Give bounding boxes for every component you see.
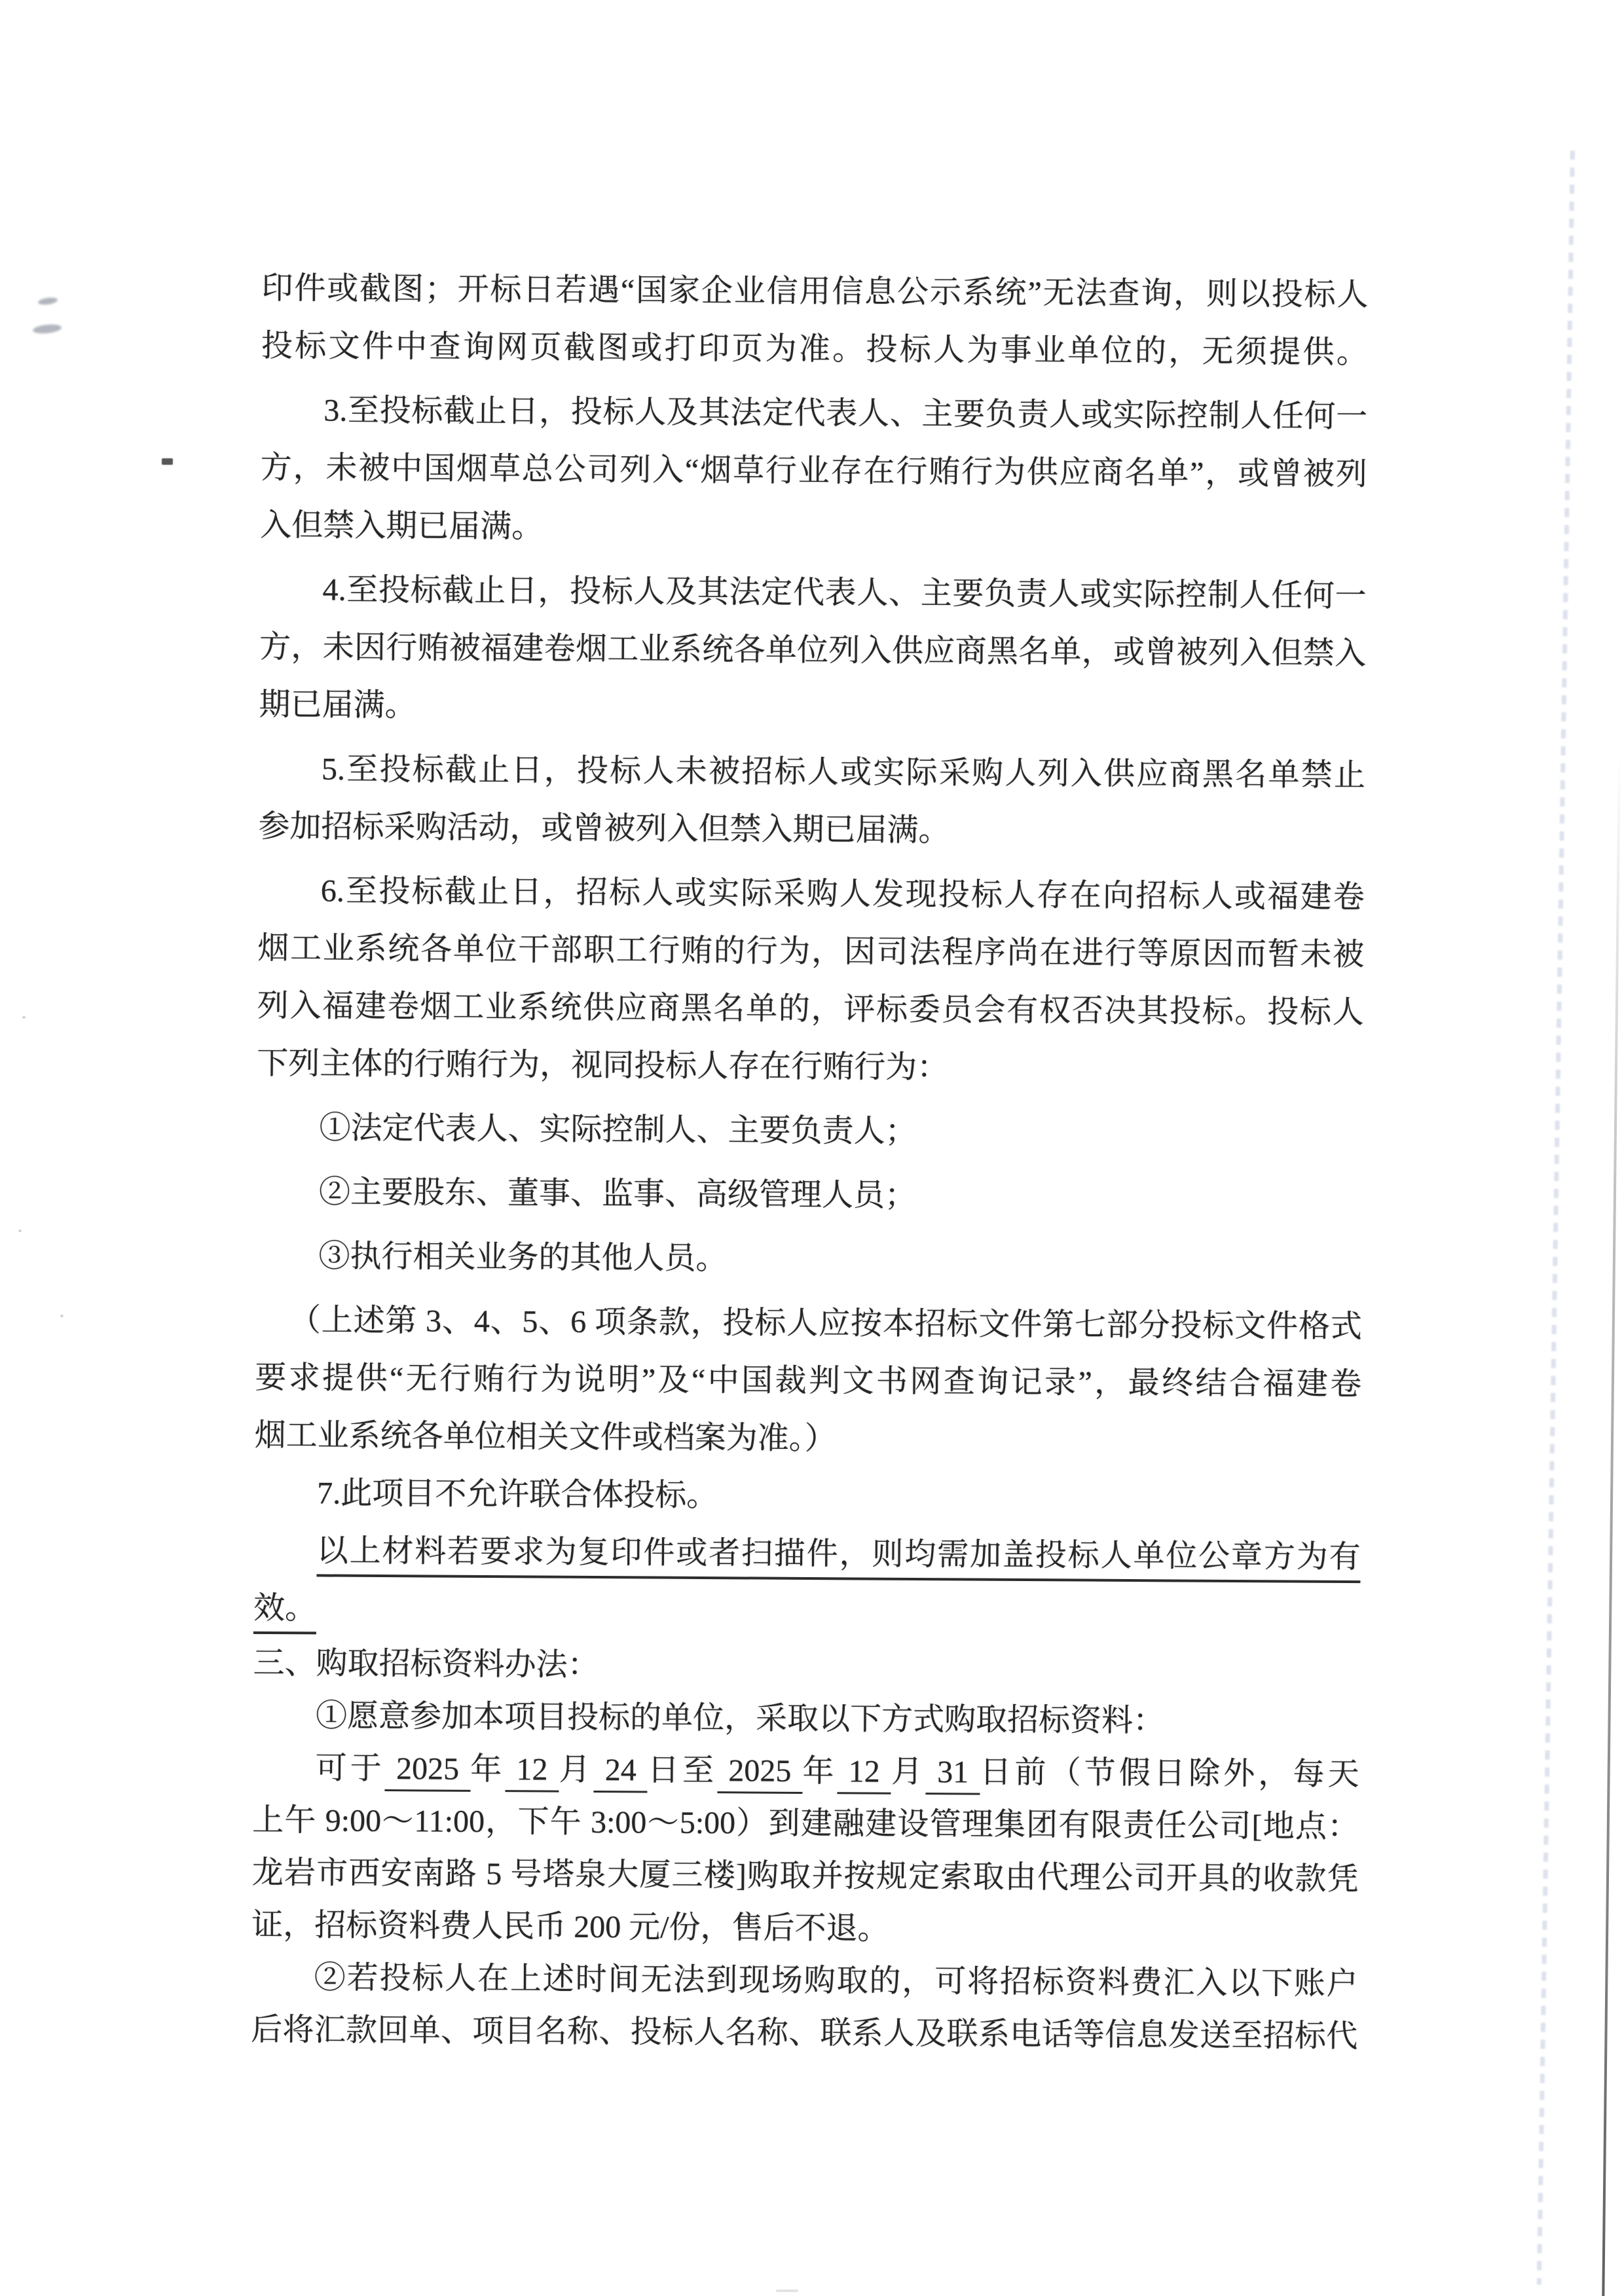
start-year-blank: 2025	[385, 1751, 471, 1792]
scan-speck	[60, 1315, 64, 1317]
note-line: （上述第 3、4、5、6 项条款，投标人应按本招标文件第七部分投标文件格式	[289, 1303, 1362, 1345]
list-item-2: ②主要股东、董事、监事、高级管理人员；	[318, 1175, 917, 1213]
date-text: 月	[891, 1754, 927, 1790]
purchase-item-2: ②若投标人在上述时间无法到现场购取的，可将招标资料费汇入以下账户	[314, 1960, 1358, 2002]
page-edge-shadow	[1602, 753, 1621, 2296]
end-month-blank: 12	[837, 1754, 891, 1795]
text-line: 投标文件中查询网页截图或打印页为准。投标人为事业单位的，无须提供。	[261, 328, 1369, 371]
text-line: 期已届满。	[259, 687, 416, 723]
underlined-clause-line: 以上材料若要求为复印件或者扫描件，则均需加盖投标人单位公章方为有	[253, 1522, 1361, 1586]
purchase-item-1: ①愿意参加本项目投标的单位，采取以下方式购取招标资料：	[315, 1698, 1165, 1739]
start-month-blank: 12	[505, 1752, 559, 1793]
list-item-3: ③执行相关业务的其他人员。	[318, 1239, 728, 1277]
start-day-blank: 24	[594, 1753, 648, 1793]
scan-smudge	[37, 297, 58, 306]
text-line: 列入福建卷烟工业系统供应商黑名单的，评标委员会有权否决其投标。投标人	[257, 988, 1364, 1030]
scan-speck	[18, 1230, 22, 1232]
ink-mark	[162, 458, 173, 465]
note-line: 要求提供“无行贿行为说明”及“中国裁判文书网查询记录”，最终结合福建卷	[255, 1360, 1362, 1402]
end-day-blank: 31	[926, 1755, 980, 1795]
clause-4-line: 4.至投标截止日，投标人及其法定代表人、主要负责人或实际控制人任何一	[322, 572, 1367, 614]
scan-speck	[22, 1016, 26, 1019]
note-line: 烟工业系统各单位相关文件或档案为准。）	[254, 1417, 836, 1457]
underlined-clause-line: 效。	[253, 1580, 1361, 1644]
text-line: 方，未因行贿被福建卷烟工业系统各单位列入供应商黑名单，或曾被列入但禁入	[259, 629, 1367, 672]
text-line: 下列主体的行贿行为，视同投标人存在行贿行为：	[257, 1046, 949, 1085]
text-line: 烟工业系统各单位干部职工行贿的行为，因司法程序尚在进行等原因而暂未被	[257, 930, 1365, 973]
section-heading: 三、购取招标资料办法：	[253, 1645, 599, 1683]
date-text: 可于	[315, 1751, 386, 1787]
text-line: 后将汇款回单、项目名称、投标人名称、联系人及联系电话等信息发送至招标代	[251, 2012, 1358, 2054]
date-text: 月	[559, 1752, 594, 1787]
showthrough-text-artifact	[1537, 151, 1575, 2285]
clause-5-line: 5.至投标截止日，投标人未被招标人或实际采购人列入供应商黑名单禁止	[321, 752, 1366, 793]
clause-7-line: 7.此项目不允许联合体投标。	[317, 1476, 718, 1514]
text-line: 入但禁入期已届满。	[260, 507, 544, 545]
scan-smudge	[32, 323, 62, 335]
clause-3-line: 3.至投标截止日，投标人及其法定代表人、主要负责人或实际控制人任何一	[323, 393, 1368, 435]
scan-speck	[776, 2289, 798, 2292]
clause-6-line: 6.至投标截止日，招标人或实际采购人发现投标人存在向招标人或福建卷	[320, 873, 1365, 915]
text-line: 证，招标资料费人民币 200 元/份，售后不退。	[251, 1907, 889, 1946]
text-line: 印件或截图；开标日若遇“国家企业信用信息公示系统”无法查询，则以投标人	[261, 270, 1369, 313]
text-line: 参加招标采购活动，或曾被列入但禁入期已届满。	[258, 809, 950, 848]
date-text: 年	[802, 1753, 838, 1789]
end-year-blank: 2025	[717, 1753, 803, 1794]
purchase-date-line	[252, 1742, 1359, 1801]
date-text: 日至	[647, 1753, 718, 1789]
text-line: 龙岩市西安南路 5 号塔泉大厦三楼]购取并按规定索取由代理公司开具的收款凭	[251, 1855, 1359, 1897]
date-text: 日前（节假日除外，每天	[980, 1755, 1359, 1793]
list-item-1: ①法定代表人、实际控制人、主要负责人；	[319, 1110, 917, 1149]
text-line: 上午 9:00～11:00，下午 3:00～5:00）到建融建设管理集团有限责任公司[地点：	[251, 1802, 1359, 1845]
text-line: 方，未被中国烟草总公司列入“烟草行业存在行贿行为供应商名单”，或曾被列	[260, 450, 1367, 492]
document-text	[251, 260, 1369, 2063]
date-text: 年	[470, 1751, 506, 1787]
